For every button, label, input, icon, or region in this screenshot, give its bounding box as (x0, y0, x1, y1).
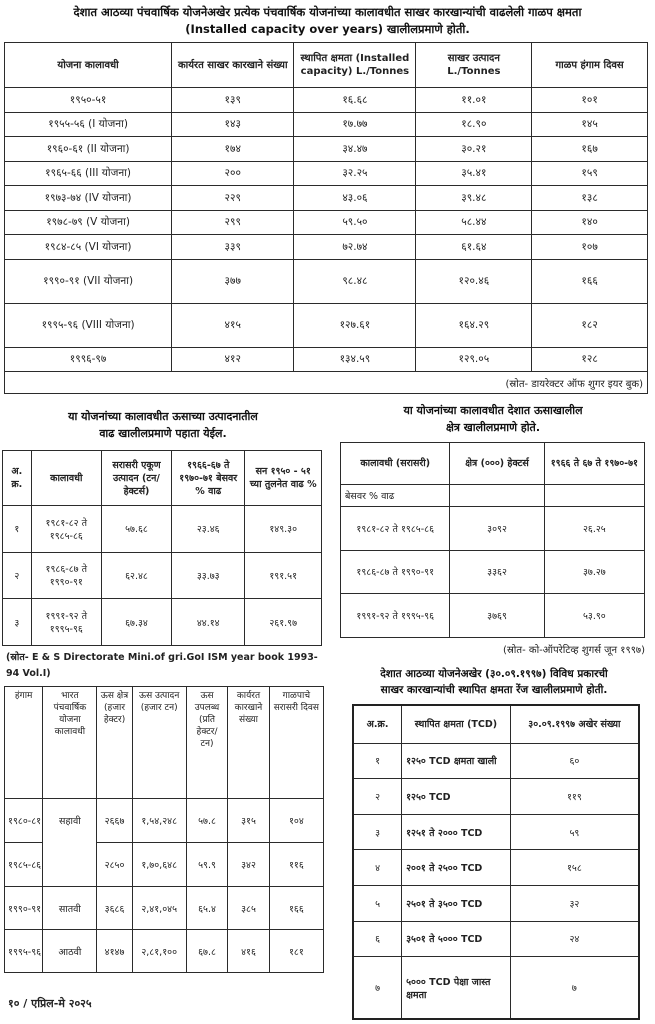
table-cell: ३ (3, 599, 32, 646)
table-cell: ७२.७४ (294, 235, 416, 260)
table-cell: ११९ (510, 779, 639, 815)
table-header: ऊस उपलब्ध (प्रति हेक्टर/ टन) (186, 687, 227, 799)
growth-source: (स्रोत- E & S Directorate Mini.of gri.GoI ISM year book 1993-94 Vol.I) (6, 652, 318, 679)
table-cell: ३५०१ ते ५००० TCD (402, 921, 511, 957)
table-cell: ११.०१ (416, 88, 532, 113)
table-cell: ४१६ (228, 930, 269, 973)
table-cell: ४१२ (172, 347, 294, 372)
table-cell: १९८०-८१ (5, 799, 43, 843)
table-header: ऊस उत्पादन (हजार टन) (132, 687, 186, 799)
table-header: सन १९५० - ५१ च्या तुलनेत वाढ % (245, 451, 322, 506)
table-cell: १५८ (510, 850, 639, 886)
table-cell: २६.२५ (544, 507, 644, 551)
table-header: ऊस क्षेत्र (हजार हेक्टर) (97, 687, 132, 799)
table-cell: ६७.३४ (101, 599, 171, 646)
table-header: योजना कालावधी (5, 43, 172, 88)
table-row (341, 594, 645, 638)
table-cell: ४३.०६ (294, 186, 416, 211)
table-cell: ७ (353, 957, 402, 1019)
tcd-title (338, 666, 650, 698)
growth-table (2, 450, 322, 646)
table-cell: ४१५ (172, 303, 294, 347)
table-row (353, 885, 639, 921)
page-footer: १० / एप्रिल-मे २०२५ (8, 997, 92, 1010)
growth-title-line2: वाढ खालीलप्रमाणे पहाता येईल. (99, 427, 227, 440)
table-source: (स्रोत- डायरेक्टर ऑफ शुगर इयर बुक) (5, 372, 648, 394)
table-cell: ५ (353, 885, 402, 921)
table-header: अ.क्र. (353, 705, 402, 743)
season-table (4, 686, 324, 972)
table-header: गाळपाचे सरासरी दिवस (269, 687, 323, 799)
table-row (5, 799, 324, 843)
table-cell: १२८ (532, 347, 648, 372)
table-cell: ३६८६ (97, 887, 132, 930)
table-cell: ६ (353, 921, 402, 957)
table-cell: १९८१-८२ ते १९८५-८६ (341, 507, 450, 551)
area-table (340, 442, 645, 638)
table-cell: २०० (172, 161, 294, 186)
table-header: कार्यरत साखर कारखाने संख्या (172, 43, 294, 88)
table-header: साखर उत्पादन L./Tonnes (416, 43, 532, 88)
table-cell: ११६ (269, 843, 323, 887)
table-row (5, 112, 648, 137)
table-row (5, 210, 648, 235)
table-row (5, 186, 648, 211)
table-cell: १९५०-५१ (5, 88, 172, 113)
table-cell: ४१४७ (97, 930, 132, 973)
table-cell: १ (353, 743, 402, 779)
table-header: गाळप हंगाम दिवस (532, 43, 648, 88)
table-cell: १९६०-६१ (II योजना) (5, 137, 172, 162)
table-cell: १२७.६१ (294, 303, 416, 347)
table-cell: ३२.२५ (294, 161, 416, 186)
table-cell: ३९.४८ (416, 186, 532, 211)
table-row (353, 743, 639, 779)
table-cell: १६४.२९ (416, 303, 532, 347)
area-title (338, 402, 648, 436)
table-header: भारत पंचवार्षिक योजना कालावधी (43, 687, 97, 799)
table-cell: १९९१-९२ ते १९९५-९६ (31, 599, 101, 646)
table-cell: १३८ (532, 186, 648, 211)
table-cell: ४४.१४ (172, 599, 245, 646)
table-row (5, 347, 648, 372)
growth-title (4, 408, 322, 442)
table-cell: १९१.५१ (245, 552, 322, 599)
table-cell: २५०१ ते ३५०० TCD (402, 885, 511, 921)
table-cell: ३८५ (228, 887, 269, 930)
table-cell: ३३.७३ (172, 552, 245, 599)
table-header: अ. क्र. (3, 451, 32, 506)
table-cell: १९७३-७४ (IV योजना) (5, 186, 172, 211)
table-row (3, 506, 322, 553)
table-cell: ३४.४७ (294, 137, 416, 162)
table-cell: १९९५-९६ (VIII योजना) (5, 303, 172, 347)
table-cell: ३ (353, 814, 402, 850)
table-cell: ३७६९ (450, 594, 544, 638)
table-cell: सहावी (43, 799, 97, 843)
table-row (5, 843, 324, 887)
table-cell: ३३९ (172, 235, 294, 260)
table-cell: २४ (510, 921, 639, 957)
table-cell: १२९.०५ (416, 347, 532, 372)
main-title-line1: देशात आठव्या पंचवार्षिक योजनेअखेर प्रत्येक पंचवार्षिक योजनांच्या कालावधीत साखर कारखान्यांची वाढलेली गाळप क्षमता (73, 5, 582, 19)
table-cell: १४५ (532, 112, 648, 137)
table-cell: १६.६८ (294, 88, 416, 113)
table-cell: ५९.५० (294, 210, 416, 235)
table-cell: ५९ (510, 814, 639, 850)
table-row (3, 552, 322, 599)
tcd-table (352, 704, 640, 1020)
table-cell: १९८६-८७ ते १९९०-९१ (341, 550, 450, 594)
table-cell: ५७.८ (186, 799, 227, 843)
table-cell: १२५० TCD (402, 779, 511, 815)
table-cell: ३३६२ (450, 550, 544, 594)
table-cell: सातवी (43, 887, 97, 930)
main-title-line2: (Installed capacity over years) खालीलप्रमाणे होती. (185, 22, 470, 36)
table-cell: १९८६-८७ ते १९९०-९१ (31, 552, 101, 599)
table-cell: १७.७७ (294, 112, 416, 137)
table-cell: २८५० (97, 843, 132, 887)
table-cell: १९५५-५६ (I योजना) (5, 112, 172, 137)
table-cell: १९८१-८२ ते १९८५-८६ (31, 506, 101, 553)
table-cell: १२५० TCD क्षमता खाली (402, 743, 511, 779)
table-cell: १०७ (532, 235, 648, 260)
table-row (5, 137, 648, 162)
tcd-title-line1: देशात आठव्या योजनेअखेर (३०.०९.१९९७) विविध प्रकारची (380, 668, 608, 680)
table-cell: १६६ (532, 259, 648, 303)
table-cell: ६७.८ (186, 930, 227, 973)
tcd-title-line2: साखर कारखान्यांची स्थापित क्षमता रेंज खालीलप्रमाणे होती. (380, 684, 608, 696)
table-cell: ७ (510, 957, 639, 1019)
table-cell: ३७७ (172, 259, 294, 303)
table-header: १९६६ ते ६७ ते १९७०-७१ (544, 443, 644, 485)
table-cell: ५८.४४ (416, 210, 532, 235)
table-cell: १ (3, 506, 32, 553)
table-header: स्थापित क्षमता (TCD) (402, 705, 511, 743)
table-cell: १४९.३० (245, 506, 322, 553)
table-cell: ३०९२ (450, 507, 544, 551)
table-cell: १९९६-९७ (5, 347, 172, 372)
table-row (353, 850, 639, 886)
table-cell: २,४१,०४५ (132, 887, 186, 930)
table-cell: १७४ (172, 137, 294, 162)
table-cell: १९८५-८६ (5, 843, 43, 887)
table-cell: १३४.५९ (294, 347, 416, 372)
table-header: कालावधी (सरासरी) (341, 443, 450, 485)
table-header: कार्यरत कारखाने संख्या (228, 687, 269, 799)
table-cell: १९९१-९२ ते १९९५-९६ (341, 594, 450, 638)
table-row (5, 303, 648, 347)
area-title-line1: या योजनांच्या कालावधीत देशात ऊसाखालील (403, 404, 583, 417)
table-row (5, 887, 324, 930)
table-cell: ५००० TCD पेक्षा जास्त क्षमता (402, 957, 511, 1019)
table-cell: ५७.६८ (101, 506, 171, 553)
table-row (353, 921, 639, 957)
table-header: कालावधी (31, 451, 101, 506)
table-cell: २ (353, 779, 402, 815)
table-cell: ६१.६४ (416, 235, 532, 260)
table-cell: २००१ ते २५०० TCD (402, 850, 511, 886)
table-row (353, 814, 639, 850)
table-cell: १०४ (269, 799, 323, 843)
table-cell: १६६ (269, 887, 323, 930)
table-header: सरासरी एकूण उत्पादन (टन/हेक्टर्स) (101, 451, 171, 506)
table-cell: ४ (353, 850, 402, 886)
main-title (4, 4, 651, 38)
table-row (3, 599, 322, 646)
table-cell: २३.४६ (172, 506, 245, 553)
table-row (5, 930, 324, 973)
table-cell: १९८४-८५ (VI योजना) (5, 235, 172, 260)
table-cell: ३२ (510, 885, 639, 921)
table-cell: २२९ (172, 186, 294, 211)
table-cell: १४३ (172, 112, 294, 137)
table-row (5, 259, 648, 303)
table-cell: ३१५ (228, 799, 269, 843)
table-cell: १९९५-९६ (5, 930, 43, 973)
table-cell: ६५.४ (186, 887, 227, 930)
table-cell: ६० (510, 743, 639, 779)
table-cell: ३०.२१ (416, 137, 532, 162)
table-cell: ५९.९ (186, 843, 227, 887)
table-cell: ५३.९० (544, 594, 644, 638)
table-cell: १,५४,२४८ (132, 799, 186, 843)
table-row (5, 161, 648, 186)
table-row (341, 507, 645, 551)
table-row (353, 957, 639, 1019)
table-cell: १२५१ ते २००० TCD (402, 814, 511, 850)
table-cell: १६७ (532, 137, 648, 162)
table-header: स्थापित क्षमता (Installed capacity) L./Tonnes (294, 43, 416, 88)
table-cell: १५९ (532, 161, 648, 186)
table-cell: ३४२ (228, 843, 269, 887)
table-cell: १९९०-९१ (5, 887, 43, 930)
capacity-table (4, 42, 648, 394)
table-cell: २ (3, 552, 32, 599)
table-cell: ९८.४८ (294, 259, 416, 303)
table-cell: २६१.९७ (245, 599, 322, 646)
growth-title-line1: या योजनांच्या कालावधीत ऊसाच्या उत्पादनातील (68, 410, 258, 423)
table-cell: आठवी (43, 930, 97, 973)
table-header: १९६६-६७ ते १९७०-७१ बेसवर % वाढ (172, 451, 245, 506)
table-cell: ६२.४८ (101, 552, 171, 599)
table-cell (43, 843, 97, 887)
table-cell: ३५.४१ (416, 161, 532, 186)
table-cell: २,८१,१०० (132, 930, 186, 973)
table-cell: १२०.४६ (416, 259, 532, 303)
table-cell: १९७८-७९ (V योजना) (5, 210, 172, 235)
table-cell: २९९ (172, 210, 294, 235)
table-cell: १८.९० (416, 112, 532, 137)
table-cell: १४० (532, 210, 648, 235)
table-cell: १०१ (532, 88, 648, 113)
table-header: ३०.०९.१९९७ अखेर संख्या (510, 705, 639, 743)
table-cell: १,७०,६४८ (132, 843, 186, 887)
base-label: बेसवर % वाढ (341, 485, 450, 507)
table-row (341, 550, 645, 594)
table-header: हंगाम (5, 687, 43, 799)
table-cell: १८१ (269, 930, 323, 973)
table-cell: १९६५-६६ (III योजना) (5, 161, 172, 186)
table-cell: १९९०-९१ (VII योजना) (5, 259, 172, 303)
table-cell: २६६७ (97, 799, 132, 843)
table-cell: १३९ (172, 88, 294, 113)
table-row (353, 779, 639, 815)
table-header: क्षेत्र (०००) हेक्टर्स (450, 443, 544, 485)
area-title-line2: क्षेत्र खालीलप्रमाणे होते. (445, 421, 540, 434)
table-cell: ३७.२७ (544, 550, 644, 594)
table-row (5, 88, 648, 113)
table-row (5, 235, 648, 260)
table-cell: १८२ (532, 303, 648, 347)
area-source: (स्रोत- को-ऑपरेटिव्ह शुगर्स जून १९९७) (503, 645, 645, 656)
